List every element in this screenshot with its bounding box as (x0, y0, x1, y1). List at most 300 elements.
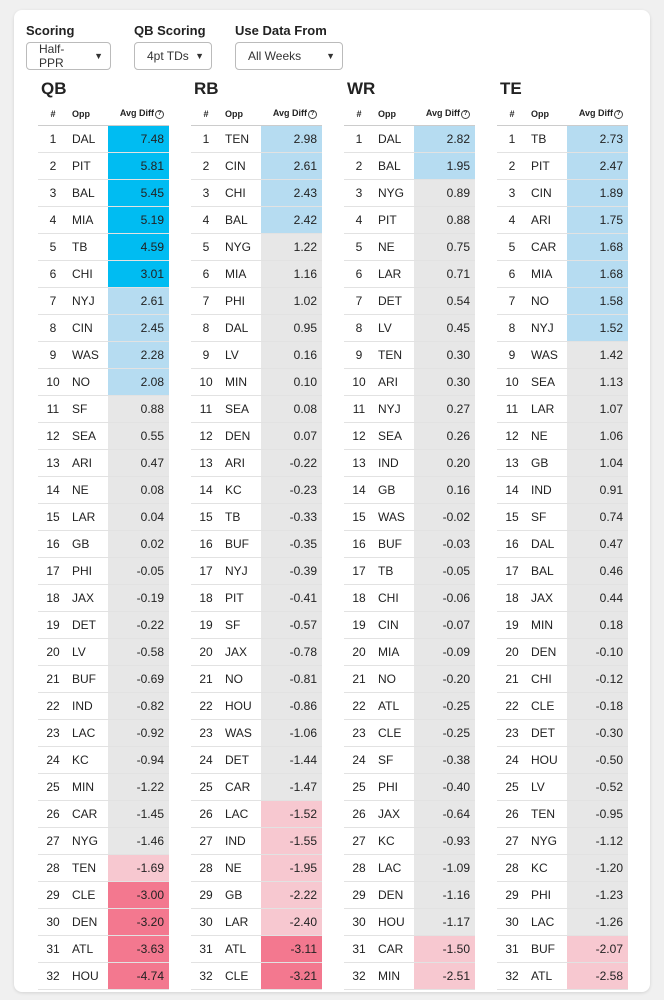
opponent-cell: SEA (221, 396, 261, 423)
table-row (344, 342, 475, 369)
table-row (497, 126, 628, 153)
opponent-cell: CLE (68, 882, 108, 909)
table-row (191, 558, 322, 585)
rank-cell: 21 (38, 666, 68, 693)
rank-cell: 6 (191, 261, 221, 288)
opponent-cell: GB (221, 882, 261, 909)
opponent-cell: TEN (221, 126, 261, 153)
table-row (344, 828, 475, 855)
opponent-cell: BAL (374, 153, 414, 180)
avg-diff-cell: 0.55 (108, 423, 169, 450)
avg-diff-cell: -4.74 (108, 963, 169, 990)
avg-diff-cell: -0.05 (414, 558, 475, 585)
chevron-down-icon: ▼ (195, 51, 204, 61)
opponent-cell: BAL (221, 207, 261, 234)
opponent-cell: HOU (527, 747, 567, 774)
avg-diff-cell: -0.23 (261, 477, 322, 504)
avg-diff-cell: 0.95 (261, 315, 322, 342)
table-row (191, 531, 322, 558)
opponent-cell: IND (221, 828, 261, 855)
avg-diff-cell: -0.38 (414, 747, 475, 774)
avg-diff-cell: -1.12 (567, 828, 628, 855)
opponent-cell: MIA (374, 639, 414, 666)
table-row (191, 585, 322, 612)
opponent-cell: PHI (374, 774, 414, 801)
opponent-cell: JAX (374, 801, 414, 828)
avg-diff-cell: 2.82 (414, 126, 475, 153)
table-header-row (191, 102, 322, 126)
avg-diff-cell: -0.19 (108, 585, 169, 612)
table-row (497, 504, 628, 531)
opponent-cell: GB (527, 450, 567, 477)
rank-cell: 28 (191, 855, 221, 882)
data-range-select-value: All Weeks (248, 49, 302, 63)
avg-diff-cell: 0.91 (567, 477, 628, 504)
table-row (191, 639, 322, 666)
opponent-cell: PHI (68, 558, 108, 585)
avg-diff-cell: -0.40 (414, 774, 475, 801)
rank-cell: 5 (38, 234, 68, 261)
rank-cell: 25 (497, 774, 527, 801)
table-row (497, 855, 628, 882)
avg-diff-cell: -1.46 (108, 828, 169, 855)
opponent-cell: SF (527, 504, 567, 531)
opponent-cell: LAC (221, 801, 261, 828)
table-row (191, 450, 322, 477)
rank-cell: 11 (344, 396, 374, 423)
wr-section (344, 76, 475, 990)
avg-diff-cell: 1.06 (567, 423, 628, 450)
avg-diff-cell: -0.39 (261, 558, 322, 585)
table-row (344, 504, 475, 531)
table-row (191, 180, 322, 207)
opponent-cell: TB (374, 558, 414, 585)
matchups-card (14, 10, 650, 992)
rank-cell: 28 (344, 855, 374, 882)
opponent-cell: CAR (527, 234, 567, 261)
rank-cell: 17 (38, 558, 68, 585)
rank-header[interactable]: # (191, 102, 221, 126)
opponent-cell: DET (374, 288, 414, 315)
avg-diff-cell: 1.52 (567, 315, 628, 342)
avg-diff-cell: -0.20 (414, 666, 475, 693)
avg-diff-cell: 0.71 (414, 261, 475, 288)
rank-cell: 26 (38, 801, 68, 828)
rank-cell: 24 (38, 747, 68, 774)
opponent-cell: MIN (527, 612, 567, 639)
opponent-cell: BUF (221, 531, 261, 558)
avg-diff-header[interactable] (567, 102, 628, 126)
rank-cell: 29 (497, 882, 527, 909)
opponent-cell: GB (374, 477, 414, 504)
rank-cell: 8 (497, 315, 527, 342)
avg-diff-cell: -1.20 (567, 855, 628, 882)
table-row (38, 774, 169, 801)
table-row (344, 612, 475, 639)
table-row (38, 585, 169, 612)
avg-diff-cell: -0.69 (108, 666, 169, 693)
opponent-cell: TEN (374, 342, 414, 369)
rank-cell: 16 (191, 531, 221, 558)
opponent-cell: TB (221, 504, 261, 531)
table-row (497, 747, 628, 774)
rank-header[interactable]: # (344, 102, 374, 126)
rank-cell: 22 (497, 693, 527, 720)
table-row (497, 639, 628, 666)
opponent-cell: NO (68, 369, 108, 396)
avg-diff-cell: 2.45 (108, 315, 169, 342)
opponent-cell: ATL (68, 936, 108, 963)
rb-section (191, 76, 322, 990)
table-row (497, 342, 628, 369)
opponent-cell: BUF (374, 531, 414, 558)
data-range-select[interactable] (235, 42, 343, 70)
table-row (38, 153, 169, 180)
opponent-cell: JAX (68, 585, 108, 612)
table-row (497, 612, 628, 639)
avg-diff-cell: -3.21 (261, 963, 322, 990)
filter-controls (26, 22, 366, 70)
avg-diff-header[interactable] (414, 102, 475, 126)
rank-cell: 10 (344, 369, 374, 396)
rank-cell: 26 (191, 801, 221, 828)
opponent-cell: CLE (221, 963, 261, 990)
avg-diff-cell: -0.22 (108, 612, 169, 639)
rank-cell: 10 (191, 369, 221, 396)
rank-cell: 20 (344, 639, 374, 666)
opponent-cell: SF (221, 612, 261, 639)
table-row (38, 450, 169, 477)
opponent-cell: LV (221, 342, 261, 369)
rank-cell: 16 (344, 531, 374, 558)
help-icon[interactable]: ? (155, 110, 164, 119)
opponent-header[interactable]: Opp (221, 102, 261, 126)
table-row (191, 288, 322, 315)
avg-diff-cell: 0.18 (567, 612, 628, 639)
rank-cell: 25 (191, 774, 221, 801)
opponent-cell: CHI (527, 666, 567, 693)
rank-cell: 19 (191, 612, 221, 639)
table-row (497, 261, 628, 288)
rank-cell: 22 (191, 693, 221, 720)
avg-diff-cell: 0.88 (108, 396, 169, 423)
avg-diff-cell: 2.42 (261, 207, 322, 234)
wr-title: WR (347, 79, 376, 98)
table-row (191, 828, 322, 855)
avg-diff-cell: 2.08 (108, 369, 169, 396)
avg-diff-cell: -0.02 (414, 504, 475, 531)
table-row (38, 180, 169, 207)
rank-cell: 11 (191, 396, 221, 423)
avg-diff-cell: 2.98 (261, 126, 322, 153)
table-row (344, 585, 475, 612)
scoring-select[interactable] (26, 42, 111, 70)
avg-diff-cell: -1.17 (414, 909, 475, 936)
opponent-cell: SEA (374, 423, 414, 450)
rank-cell: 22 (38, 693, 68, 720)
avg-diff-cell: -0.25 (414, 720, 475, 747)
rank-cell: 6 (497, 261, 527, 288)
scoring-label: Scoring (26, 23, 75, 38)
help-icon[interactable]: ? (614, 110, 623, 119)
avg-diff-cell: 5.45 (108, 180, 169, 207)
avg-diff-cell: 0.54 (414, 288, 475, 315)
rank-header[interactable]: # (497, 102, 527, 126)
avg-diff-cell: -2.22 (261, 882, 322, 909)
table-row (497, 369, 628, 396)
rank-cell: 14 (191, 477, 221, 504)
avg-diff-cell: 0.20 (414, 450, 475, 477)
table-row (38, 693, 169, 720)
table-row (344, 234, 475, 261)
rank-cell: 12 (344, 423, 374, 450)
table-row (344, 531, 475, 558)
opponent-header[interactable]: Opp (527, 102, 567, 126)
rank-cell: 5 (497, 234, 527, 261)
rank-cell: 15 (497, 504, 527, 531)
avg-diff-cell: -0.03 (414, 531, 475, 558)
avg-diff-cell: 2.28 (108, 342, 169, 369)
opponent-cell: ATL (527, 963, 567, 990)
avg-diff-cell: -1.95 (261, 855, 322, 882)
table-row (497, 423, 628, 450)
rank-cell: 20 (38, 639, 68, 666)
rank-cell: 10 (38, 369, 68, 396)
table-row (38, 531, 169, 558)
avg-diff-label: Avg Diff (578, 108, 613, 118)
table-row (497, 396, 628, 423)
opponent-cell: TB (68, 234, 108, 261)
table-row (38, 477, 169, 504)
table-row (497, 936, 628, 963)
avg-diff-cell: 0.89 (414, 180, 475, 207)
table-row (38, 558, 169, 585)
avg-diff-cell: -0.07 (414, 612, 475, 639)
rank-cell: 22 (344, 693, 374, 720)
avg-diff-cell: -2.40 (261, 909, 322, 936)
rank-cell: 31 (497, 936, 527, 963)
table-row (344, 315, 475, 342)
qb-scoring-label: QB Scoring (134, 23, 206, 38)
avg-diff-cell: 1.13 (567, 369, 628, 396)
rank-cell: 19 (497, 612, 527, 639)
te-section (497, 76, 628, 990)
opponent-cell: BUF (68, 666, 108, 693)
avg-diff-cell: -0.10 (567, 639, 628, 666)
avg-diff-cell: 0.02 (108, 531, 169, 558)
table-row (344, 909, 475, 936)
rank-cell: 7 (191, 288, 221, 315)
avg-diff-cell: 0.47 (108, 450, 169, 477)
table-row (344, 207, 475, 234)
table-row (38, 261, 169, 288)
rank-cell: 1 (344, 126, 374, 153)
table-row (344, 882, 475, 909)
opponent-cell: WAS (68, 342, 108, 369)
rank-cell: 32 (497, 963, 527, 990)
rank-cell: 11 (38, 396, 68, 423)
data-range-control (235, 22, 343, 70)
rb-title: RB (194, 79, 219, 98)
opponent-cell: MIA (527, 261, 567, 288)
avg-diff-cell: 0.07 (261, 423, 322, 450)
avg-diff-cell: 1.68 (567, 261, 628, 288)
rank-cell: 12 (191, 423, 221, 450)
opponent-cell: LV (374, 315, 414, 342)
rank-cell: 23 (38, 720, 68, 747)
rank-cell: 18 (191, 585, 221, 612)
opponent-cell: CLE (374, 720, 414, 747)
opponent-cell: BAL (68, 180, 108, 207)
opponent-cell: LAR (68, 504, 108, 531)
opponent-cell: PIT (374, 207, 414, 234)
avg-diff-cell: -0.86 (261, 693, 322, 720)
opponent-cell: MIN (68, 774, 108, 801)
table-row (344, 153, 475, 180)
avg-diff-cell: -1.16 (414, 882, 475, 909)
help-icon[interactable]: ? (308, 110, 317, 119)
avg-diff-cell: 0.16 (414, 477, 475, 504)
qb-section (38, 76, 169, 990)
opponent-cell: BUF (527, 936, 567, 963)
avg-diff-cell: 0.10 (261, 369, 322, 396)
opponent-cell: ARI (68, 450, 108, 477)
rank-cell: 1 (191, 126, 221, 153)
chevron-down-icon: ▼ (326, 51, 335, 61)
table-row (38, 342, 169, 369)
qb-scoring-control (134, 22, 212, 70)
rank-cell: 25 (38, 774, 68, 801)
avg-diff-cell: -0.41 (261, 585, 322, 612)
table-row (38, 963, 169, 990)
opponent-cell: SF (68, 396, 108, 423)
opponent-cell: LV (527, 774, 567, 801)
opponent-cell: MIN (221, 369, 261, 396)
opponent-cell: NE (221, 855, 261, 882)
avg-diff-cell: 0.47 (567, 531, 628, 558)
avg-diff-cell: -0.52 (567, 774, 628, 801)
rank-cell: 23 (344, 720, 374, 747)
rank-cell: 18 (497, 585, 527, 612)
avg-diff-cell: 1.22 (261, 234, 322, 261)
avg-diff-label: Avg Diff (425, 108, 460, 118)
table-row (497, 585, 628, 612)
rank-cell: 30 (497, 909, 527, 936)
rank-cell: 29 (38, 882, 68, 909)
table-row (191, 423, 322, 450)
opponent-cell: PIT (221, 585, 261, 612)
avg-diff-cell: 0.16 (261, 342, 322, 369)
rank-header[interactable]: # (38, 102, 68, 126)
table-row (191, 207, 322, 234)
rank-cell: 9 (191, 342, 221, 369)
table-row (191, 855, 322, 882)
rank-cell: 6 (38, 261, 68, 288)
table-row (344, 936, 475, 963)
opponent-cell: PHI (221, 288, 261, 315)
table-row (191, 234, 322, 261)
table-row (38, 666, 169, 693)
avg-diff-cell: -1.26 (567, 909, 628, 936)
rank-cell: 13 (344, 450, 374, 477)
qb-scoring-select[interactable] (134, 42, 212, 70)
rank-cell: 27 (344, 828, 374, 855)
opponent-cell: DAL (374, 126, 414, 153)
rank-cell: 3 (497, 180, 527, 207)
rank-cell: 31 (344, 936, 374, 963)
opponent-cell: DAL (527, 531, 567, 558)
table-row (38, 639, 169, 666)
opponent-cell: HOU (68, 963, 108, 990)
opponent-cell: SEA (68, 423, 108, 450)
opponent-cell: DEN (374, 882, 414, 909)
avg-diff-cell: -3.00 (108, 882, 169, 909)
avg-diff-cell: 0.08 (108, 477, 169, 504)
avg-diff-cell: 1.02 (261, 288, 322, 315)
avg-diff-cell: -1.69 (108, 855, 169, 882)
opponent-header[interactable]: Opp (68, 102, 108, 126)
opponent-cell: IND (527, 477, 567, 504)
rank-cell: 27 (191, 828, 221, 855)
table-row (497, 963, 628, 990)
rank-cell: 31 (38, 936, 68, 963)
table-row (191, 153, 322, 180)
avg-diff-header[interactable] (261, 102, 322, 126)
opponent-cell: BAL (527, 558, 567, 585)
table-row (344, 693, 475, 720)
rank-cell: 2 (38, 153, 68, 180)
opponent-cell: DEN (68, 909, 108, 936)
avg-diff-cell: 2.47 (567, 153, 628, 180)
rank-cell: 7 (497, 288, 527, 315)
opponent-cell: KC (221, 477, 261, 504)
avg-diff-cell: 7.48 (108, 126, 169, 153)
avg-diff-cell: 0.04 (108, 504, 169, 531)
rank-cell: 3 (38, 180, 68, 207)
avg-diff-header[interactable] (108, 102, 169, 126)
help-icon[interactable]: ? (461, 110, 470, 119)
opponent-cell: MIA (221, 261, 261, 288)
rank-cell: 5 (344, 234, 374, 261)
data-range-label: Use Data From (235, 23, 327, 38)
opponent-cell: PIT (527, 153, 567, 180)
opponent-cell: ATL (374, 693, 414, 720)
opponent-header[interactable]: Opp (374, 102, 414, 126)
table-row (344, 855, 475, 882)
opponent-cell: TEN (68, 855, 108, 882)
opponent-cell: ARI (221, 450, 261, 477)
rank-cell: 28 (497, 855, 527, 882)
table-row (191, 126, 322, 153)
opponent-cell: LAR (527, 396, 567, 423)
avg-diff-cell: 4.59 (108, 234, 169, 261)
table-row (191, 774, 322, 801)
table-row (497, 666, 628, 693)
rank-cell: 2 (497, 153, 527, 180)
avg-diff-cell: 0.26 (414, 423, 475, 450)
opponent-cell: SF (374, 747, 414, 774)
opponent-cell: DET (221, 747, 261, 774)
avg-diff-cell: -1.52 (261, 801, 322, 828)
qb-title: QB (41, 79, 67, 98)
opponent-cell: TEN (527, 801, 567, 828)
rank-cell: 28 (38, 855, 68, 882)
rank-cell: 8 (344, 315, 374, 342)
rank-cell: 19 (344, 612, 374, 639)
avg-diff-cell: -0.05 (108, 558, 169, 585)
avg-diff-cell: -0.95 (567, 801, 628, 828)
opponent-cell: NE (527, 423, 567, 450)
